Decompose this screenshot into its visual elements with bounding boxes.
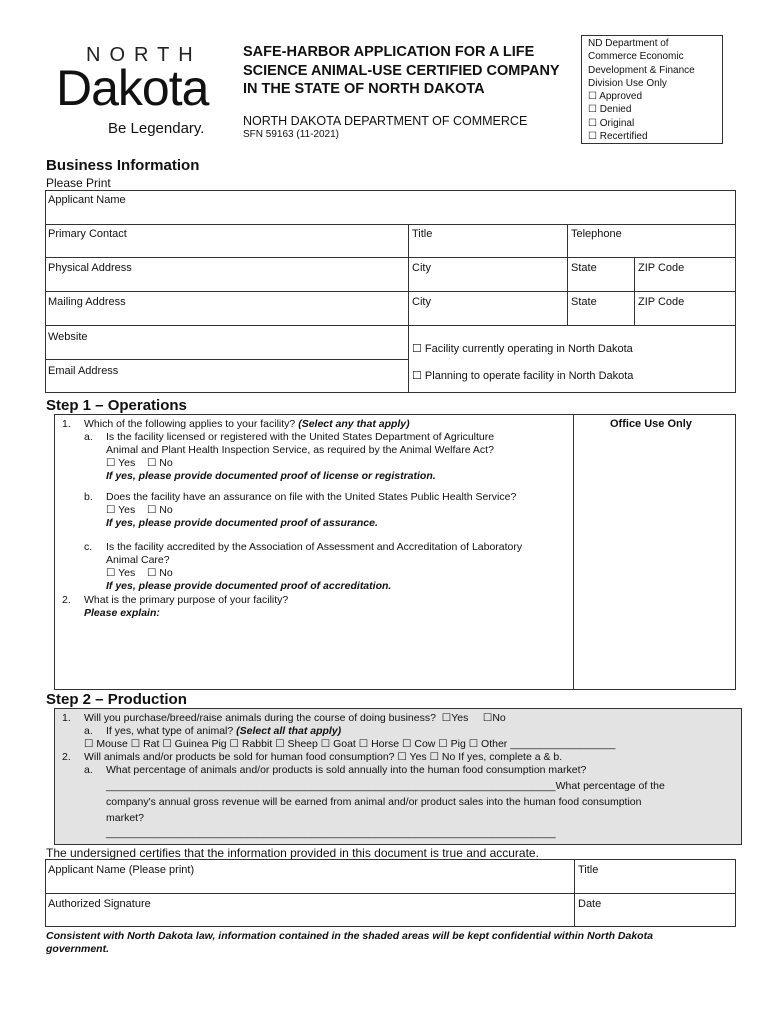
q1a-yes-no[interactable]: ☐ Yes ☐ No: [106, 457, 173, 469]
animal-checkboxes[interactable]: ☐ Mouse ☐ Rat ☐ Guinea Pig ☐ Rabbit ☐ Sheep ☐ Goat ☐ Horse ☐ Cow ☐ Pig ☐ Other __________________: [84, 738, 616, 750]
please-print: Please Print: [46, 176, 111, 190]
q1a-proof: If yes, please provide documented proof of license or registration.: [106, 470, 436, 482]
applicant-print-field[interactable]: Applicant Name (Please print): [48, 864, 195, 876]
s2-q1a-question: If yes, what type of animal?: [106, 725, 234, 737]
physical-state-field[interactable]: State: [571, 262, 597, 274]
q1c-proof: If yes, please provide documented proof of accreditation.: [106, 580, 392, 592]
mailing-zip-field[interactable]: ZIP Code: [638, 296, 685, 308]
footer-line: government.: [46, 943, 110, 955]
recertified-checkbox[interactable]: ☐ Recertified: [588, 131, 648, 143]
s2-q2-number: 2.: [62, 751, 71, 763]
q1-note: (Select any that apply): [298, 418, 410, 430]
logo-dakota: Dakota: [56, 60, 209, 116]
denied-checkbox[interactable]: ☐ Denied: [588, 104, 632, 116]
title-field[interactable]: Title: [412, 228, 433, 240]
step1-heading: Step 1 – Operations: [46, 397, 187, 414]
physical-city-field[interactable]: City: [412, 262, 431, 274]
s2-q1a-text: [106, 725, 341, 738]
q1c-label: c.: [84, 541, 93, 553]
physical-address-field[interactable]: Physical Address: [48, 262, 132, 274]
s2-q2a-answer-line[interactable]: _____________________________________________________________________________What percentage of the: [106, 780, 665, 792]
q1c-text: Animal Care?: [106, 554, 170, 566]
primary-contact-field[interactable]: Primary Contact: [48, 228, 127, 240]
division-line: Division Use Only: [588, 77, 667, 89]
form-number: SFN 59163 (11-2021): [243, 129, 339, 140]
q1-text: [84, 418, 410, 431]
s2-q1-number: 1.: [62, 712, 71, 724]
logo-north: NORTH: [86, 44, 202, 66]
step2-heading: Step 2 – Production: [46, 691, 187, 708]
q1b-yes-no[interactable]: ☐ Yes ☐ No: [106, 504, 173, 516]
mailing-city-field[interactable]: City: [412, 296, 431, 308]
s2-q2b-text: company's annual gross revenue will be earned from animal and/or product sales into the human food consumption: [106, 796, 642, 808]
operating-checkbox[interactable]: ☐ Facility currently operating in North Dakota: [412, 343, 633, 355]
planning-checkbox[interactable]: ☐ Planning to operate facility in North Dakota: [412, 370, 634, 382]
s2-q2-text[interactable]: Will animals and/or products be sold for human food consumption? ☐ Yes ☐ No If yes, complete a & b.: [84, 751, 563, 763]
q2-explain[interactable]: Please explain:: [84, 607, 160, 619]
s2-q2a-label: a.: [84, 764, 93, 776]
footer-line: Consistent with North Dakota law, information contained in the shaded areas will be kept confidential within North Dakota: [46, 930, 653, 942]
s2-q2b-answer-line[interactable]: _____________________________________________________________________________: [106, 827, 556, 839]
q1-number: 1.: [62, 418, 71, 430]
q1c-yes-no[interactable]: ☐ Yes ☐ No: [106, 567, 173, 579]
business-heading: Business Information: [46, 157, 200, 174]
confidentiality-note: [46, 930, 653, 956]
q1-question: Which of the following applies to your facility?: [84, 418, 296, 430]
s2-q2b-text: market?: [106, 812, 144, 824]
mailing-address-field[interactable]: Mailing Address: [48, 296, 126, 308]
q2-text: What is the primary purpose of your facility?: [84, 594, 289, 606]
office-use-label: Office Use Only: [610, 418, 692, 430]
approved-checkbox[interactable]: ☐ Approved: [588, 91, 642, 103]
certify-title-field[interactable]: Title: [578, 864, 599, 876]
logo-tagline: Be Legendary.: [108, 120, 205, 137]
division-line: Development & Finance: [588, 64, 695, 76]
s2-q2a-text: What percentage of animals and/or products is sold annually into the human food consumption market?: [106, 764, 587, 776]
department-name: NORTH DAKOTA DEPARTMENT OF COMMERCE: [243, 114, 528, 128]
physical-zip-field[interactable]: ZIP Code: [638, 262, 685, 274]
website-field[interactable]: Website: [48, 331, 88, 343]
q1b-proof: If yes, please provide documented proof of assurance.: [106, 517, 378, 529]
certify-statement: The undersigned certifies that the information provided in this document is true and accurate.: [46, 846, 539, 860]
form-title: SAFE-HARBOR APPLICATION FOR A LIFE SCIENCE ANIMAL-USE CERTIFIED COMPANY IN THE STATE OF NORTH DAKOTA: [243, 44, 560, 97]
q2-number: 2.: [62, 594, 71, 606]
date-field[interactable]: Date: [578, 898, 602, 910]
email-field[interactable]: Email Address: [48, 365, 119, 377]
q1a-label: a.: [84, 431, 93, 443]
division-line: ND Department of: [588, 38, 669, 49]
signature-field[interactable]: Authorized Signature: [48, 898, 151, 910]
division-use-box: [581, 35, 723, 144]
q1a-text: Animal and Plant Health Inspection Service, as required by the Animal Welfare Act?: [106, 444, 494, 456]
applicant-name-field[interactable]: Applicant Name: [48, 194, 126, 206]
mailing-state-field[interactable]: State: [571, 296, 597, 308]
s2-q1a-note: (Select all that apply): [236, 725, 342, 737]
telephone-field[interactable]: Telephone: [571, 228, 622, 240]
q1b-text: Does the facility have an assurance on file with the United States Public Health Service?: [106, 491, 517, 503]
q1b-label: b.: [84, 491, 93, 503]
q1a-text: Is the facility licensed or registered with the United States Department of Agriculture: [106, 431, 495, 443]
q1c-text: Is the facility accredited by the Association of Assessment and Accreditation of Laboratory: [106, 541, 523, 553]
s2-q1a-label: a.: [84, 725, 93, 737]
s2-q1-text[interactable]: Will you purchase/breed/raise animals during the course of doing business? ☐Yes ☐No: [84, 712, 506, 724]
division-line: Commerce Economic: [588, 51, 684, 63]
original-checkbox[interactable]: ☐ Original: [588, 117, 635, 129]
